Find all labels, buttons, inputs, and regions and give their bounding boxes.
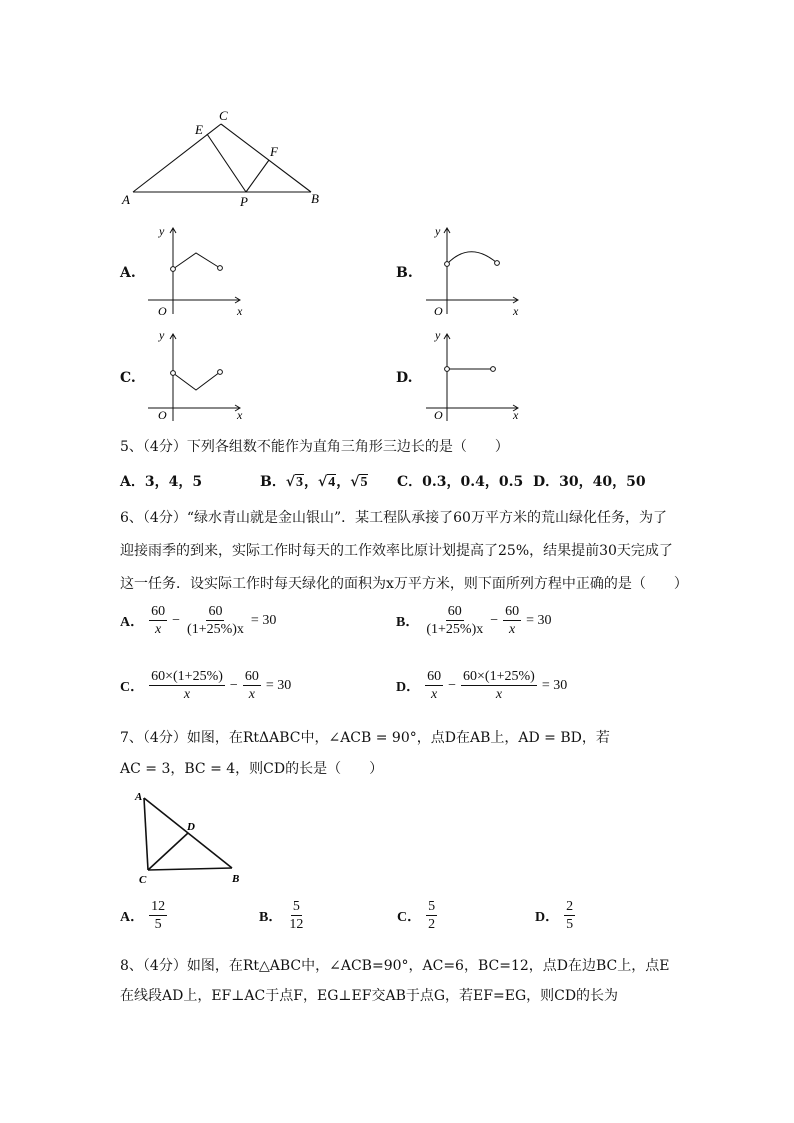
svg-text:C: C: [139, 874, 147, 886]
q7-option-b[interactable]: B． $\frac{5}{12}$: [259, 899, 304, 932]
svg-text:O: O: [158, 304, 167, 318]
q4-graph-a: [140, 222, 250, 318]
label-A: A: [122, 192, 130, 207]
svg-text:y: y: [435, 224, 441, 238]
triangle-figure: [118, 106, 338, 208]
q6-option-a[interactable]: A． $\frac{60}{x}$ − $\frac{60}{(1+25\%)x}$ = 30: [120, 604, 277, 637]
q4-option-b-letter[interactable]: B.: [396, 265, 413, 281]
q8-line2: 在线段AD上，EF⊥AC于点F，EG⊥EF交AB于点G，若EF=EG，则CD的长为: [120, 988, 619, 1004]
svg-text:A: A: [135, 791, 143, 803]
svg-text:x: x: [237, 408, 243, 422]
q4-option-d-letter[interactable]: D.: [396, 370, 413, 386]
q5-option-d[interactable]: D．30，40，50: [533, 474, 646, 490]
svg-text:y: y: [435, 328, 441, 342]
q5-stem: 5、（4分）下列各组数不能作为直角三角形三边长的是（ ）: [120, 439, 509, 455]
svg-text:O: O: [158, 408, 167, 422]
q4-graph-d: [418, 326, 528, 422]
label-P: P: [240, 194, 248, 208]
q7-option-a[interactable]: A． $\frac{12}{5}$: [120, 899, 166, 932]
q4-graph-c: [140, 326, 250, 422]
q6-line3: 这一任务．设实际工作时每天绿化的面积为x万平方米，则下面所列方程中正确的是（ ）: [120, 576, 688, 592]
q6-line2: 迎接雨季的到来，实际工作时每天的工作效率比原计划提高了25%，结果提前30天完成了: [120, 543, 673, 559]
q4-graph-b: [418, 222, 528, 318]
label-C: C: [219, 108, 228, 123]
q7-line2: AC = 3，BC = 4，则CD的长是（ ）: [120, 761, 384, 777]
svg-text:x: x: [237, 304, 243, 318]
q5-option-a[interactable]: A．3，4，5: [120, 474, 203, 490]
svg-text:x: x: [513, 304, 519, 318]
q6-option-b[interactable]: B． $\frac{60}{(1+25\%)x}$ − $\frac{60}{x}$ = 30: [396, 604, 552, 637]
q6-line1: 6、（4分）“绿水青山就是金山银山”．某工程队承接了60万平方米的荒山绿化任务，为了: [120, 510, 667, 526]
q7-option-c[interactable]: C． $\frac{5}{2}$: [397, 899, 436, 932]
q7-triangle-figure: [128, 786, 252, 886]
svg-text:y: y: [159, 224, 165, 238]
label-F: F: [270, 144, 278, 159]
svg-text:y: y: [159, 328, 165, 342]
q8-line1: 8、（4分）如图，在Rt△ABC中，∠ACB=90°，AC=6，BC=12，点D在边BC上，点E: [120, 958, 670, 974]
svg-text:O: O: [434, 408, 443, 422]
q7-option-d[interactable]: D． $\frac{2}{5}$: [535, 899, 574, 932]
svg-text:x: x: [513, 408, 519, 422]
q6-option-d[interactable]: D． $\frac{60}{x}$ − $\frac{60\times(1+25\%)}{x}$ = 30: [396, 669, 568, 702]
label-B: B: [311, 191, 319, 206]
q5-option-c[interactable]: C．0.3，0.4，0.5: [397, 474, 524, 490]
q7-line1: 7、（4分）如图，在RtΔABC中，∠ACB = 90°，点D在AB上，AD = BD，若: [120, 730, 610, 746]
q6-option-c[interactable]: C． $\frac{60\times(1+25\%)}{x}$ − $\frac{60}{x}$ = 30: [120, 669, 292, 702]
label-E: E: [195, 122, 203, 137]
q4-option-a-letter[interactable]: A.: [120, 265, 136, 281]
q5-option-b[interactable]: B．√3，√4，√5: [260, 474, 368, 490]
svg-text:D: D: [187, 821, 195, 833]
svg-text:O: O: [434, 304, 443, 318]
svg-text:B: B: [232, 873, 240, 885]
q4-option-c-letter[interactable]: C.: [120, 370, 136, 386]
